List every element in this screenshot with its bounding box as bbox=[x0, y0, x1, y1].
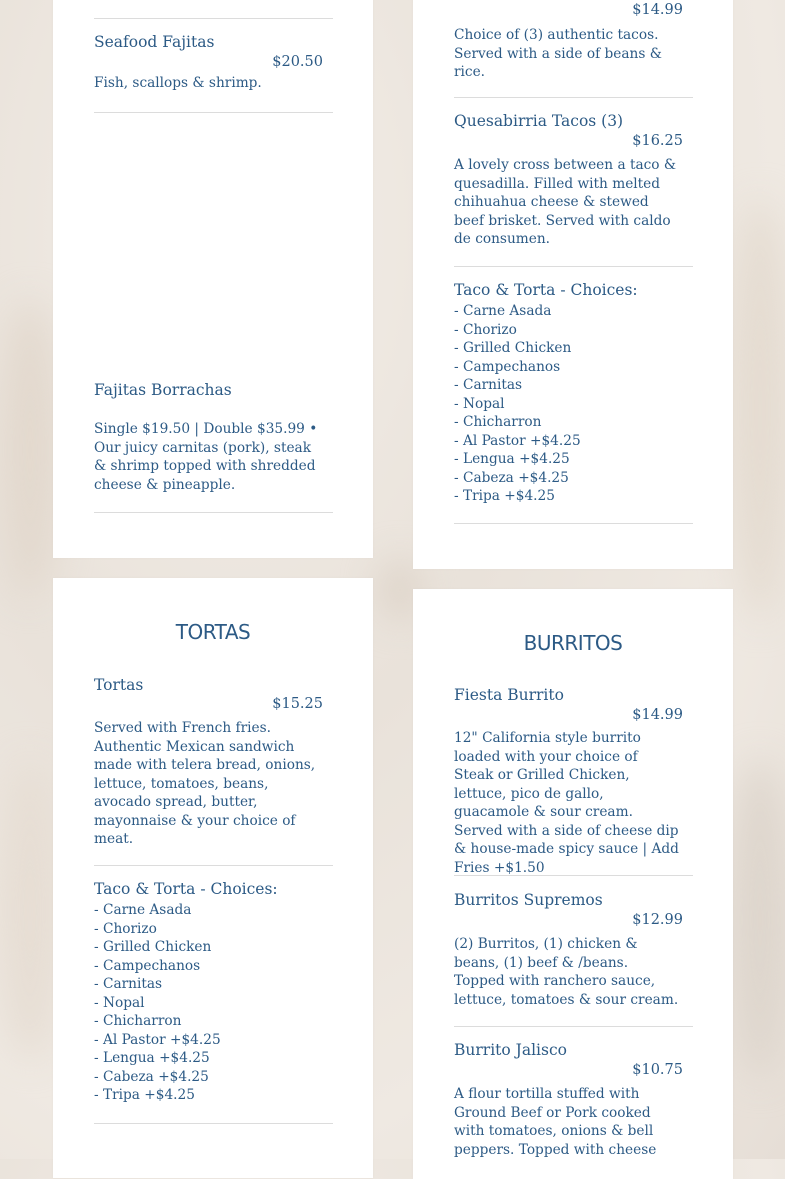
separator bbox=[454, 266, 693, 267]
choice-option: - Grilled Chicken bbox=[454, 340, 572, 356]
choice-option: - Tripa +$4.25 bbox=[454, 488, 555, 504]
choice-option: - Grilled Chicken bbox=[94, 939, 212, 955]
menu-item-fajitas-borrachas bbox=[94, 380, 333, 494]
separator bbox=[94, 512, 333, 513]
fajitas-card bbox=[53, 0, 373, 558]
item-name: Taco & Torta - Choices: bbox=[94, 880, 278, 898]
item-description: Choice of (3) authentic tacos. Served with a side of beans & rice. bbox=[454, 27, 662, 80]
choice-option: - Carne Asada bbox=[94, 902, 192, 918]
menu-item-quesabirria-tacos bbox=[454, 111, 693, 249]
item-price: $15.25 bbox=[272, 696, 323, 712]
separator bbox=[454, 1026, 693, 1027]
menu-item-tacos bbox=[454, 0, 693, 82]
tortas-card bbox=[53, 578, 373, 1178]
menu-item-burrito-jalisco bbox=[454, 1040, 693, 1159]
item-name: Quesabirria Tacos (3) bbox=[454, 112, 624, 130]
choice-option: - Campechanos bbox=[454, 358, 561, 375]
item-name: Tortas bbox=[94, 676, 144, 694]
tacos-card bbox=[413, 0, 733, 569]
item-description: A flour tortilla stuffed with Ground Beef or Pork cooked with tomatoes, onions & bell peppers. Topped with cheese bbox=[454, 1086, 657, 1158]
choice-option: - Tripa +$4.25 bbox=[94, 1087, 195, 1103]
item-description: 12" California style burrito loaded with your choice of Steak or Grilled Chicken, lettuce, pico de gallo, guacamole & sour cream. Served with a side of cheese dip & house-made spicy sauce | Add Fries +$1.50 bbox=[454, 730, 679, 876]
menu-item-taco-torta-choices bbox=[94, 879, 333, 1105]
separator bbox=[454, 97, 693, 98]
menu-item-fiesta-burrito bbox=[454, 685, 693, 877]
item-description: A lovely cross between a taco & quesadilla. Filled with melted chihuahua cheese & stewed beef brisket. Served with caldo de consumen. bbox=[454, 157, 677, 247]
menu-item-seafood-fajitas bbox=[94, 32, 333, 93]
choice-option: - Chorizo bbox=[454, 321, 517, 338]
item-description: (2) Burritos, (1) chicken & beans, (1) beef & /beans. Topped with ranchero sauce, lettuce, tomatoes & sour cream. bbox=[454, 936, 679, 1008]
separator bbox=[454, 875, 693, 876]
item-name: Taco & Torta - Choices: bbox=[454, 281, 638, 299]
choice-option: - Al Pastor +$4.25 bbox=[94, 1031, 221, 1048]
item-name: Seafood Fajitas bbox=[94, 33, 215, 51]
section-title-tortas: TORTAS bbox=[175, 620, 251, 644]
item-price: $14.99 bbox=[632, 707, 683, 723]
menu-item-tortas bbox=[94, 675, 333, 849]
choice-option: - Lengua +$4.25 bbox=[94, 1050, 210, 1066]
item-description: Single $19.50 | Double $35.99 • Our juicy carnitas (pork), steak & shrimp topped with shredded cheese & pineapple. bbox=[94, 421, 318, 493]
choices-list bbox=[94, 901, 333, 1105]
choice-option: - Chicharron bbox=[94, 1013, 182, 1029]
separator bbox=[94, 18, 333, 19]
choice-option: - Al Pastor +$4.25 bbox=[454, 432, 581, 449]
separator bbox=[454, 523, 693, 524]
item-price: $10.75 bbox=[632, 1062, 683, 1078]
choice-option: - Chorizo bbox=[94, 920, 157, 937]
choice-option: - Chicharron bbox=[454, 414, 542, 430]
item-name: Burrito Jalisco bbox=[454, 1041, 567, 1059]
item-name: Burritos Supremos bbox=[454, 891, 603, 909]
separator bbox=[94, 1123, 333, 1124]
item-price: $14.99 bbox=[632, 2, 683, 18]
separator bbox=[94, 112, 333, 113]
menu-item-taco-torta-choices bbox=[454, 280, 693, 506]
section-title-burritos: BURRITOS bbox=[523, 631, 623, 655]
separator bbox=[94, 865, 333, 866]
choice-option: - Carnitas bbox=[94, 976, 163, 992]
item-name: Fajitas Borrachas bbox=[94, 381, 232, 399]
item-description: Fish, scallops & shrimp. bbox=[94, 75, 262, 91]
choice-option: - Lengua +$4.25 bbox=[454, 451, 570, 467]
burritos-card bbox=[413, 589, 733, 1179]
item-name: Fiesta Burrito bbox=[454, 686, 564, 704]
item-price: $12.99 bbox=[632, 912, 683, 928]
choice-option: - Cabeza +$4.25 bbox=[454, 469, 569, 486]
choice-option: - Carne Asada bbox=[454, 303, 552, 319]
choice-option: - Cabeza +$4.25 bbox=[94, 1068, 209, 1085]
choice-option: - Campechanos bbox=[94, 957, 201, 974]
choice-option: - Nopal bbox=[94, 994, 145, 1011]
choices-list bbox=[454, 302, 693, 506]
item-description: Served with French fries. Authentic Mexican sandwich made with telera bread, onions, lettuce, tomatoes, beans, avocado spread, butter, mayonnaise & your choice of meat. bbox=[94, 720, 316, 847]
menu-item-burritos-supremos bbox=[454, 890, 693, 1009]
item-price: $16.25 bbox=[632, 133, 683, 149]
choice-option: - Nopal bbox=[454, 395, 505, 412]
item-price: $20.50 bbox=[272, 54, 323, 70]
choice-option: - Carnitas bbox=[454, 377, 523, 393]
